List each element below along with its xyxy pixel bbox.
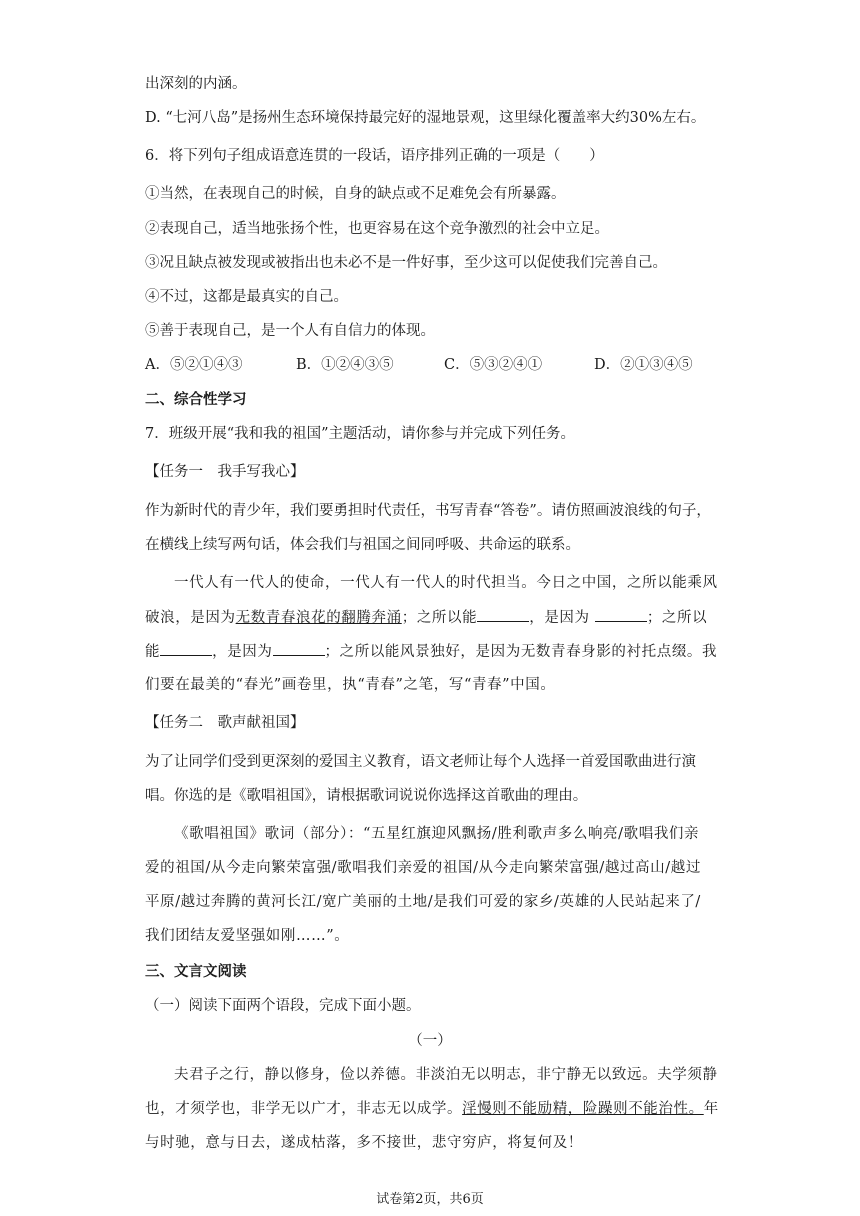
lyrics-line: 我们团结友爱坚强如刚……”。 [145,928,350,944]
passage-text: ；之所以能 [401,610,478,626]
passage-line: 们要在最美的“春光”画卷里，执“青春”之笔，写“青春”中国。 [145,677,556,693]
passage-line [145,641,717,662]
question-6: 6．将下列句子组成语意连贯的一段话，语序排列正确的一项是（ ） [145,148,604,164]
sentence-5: ⑤善于表现自己，是一个人有自信力的体现。 [145,323,435,339]
question-7: 7．班级开展“我和我的祖国”主题活动，请你参与并完成下列任务。 [145,426,576,442]
passage-text: ，是因为 [529,610,595,626]
underlined-sentence: 淫慢则不能励精，险躁则不能治性。 [462,1101,704,1117]
task-1-instruction: 作为新时代的青少年，我们要勇担时代责任，书写青春“答卷”。请仿照画波浪线的句子， [145,503,711,519]
wavy-underlined-sentence: 无数青春浪花的翻腾奔涌 [235,610,402,626]
classical-text: 年 [703,1101,719,1117]
lyrics-line: 爱的祖国/从今走向繁荣富强/歌唱我们亲爱的祖国/从今走向繁荣富强/越过高山/越过 [145,860,701,876]
passage-text: 破浪，是因为 [145,610,236,626]
answer-blank[interactable] [595,607,647,622]
task-1-heading: 【任务一 我手写我心】 [145,464,305,480]
task-2-instruction: 唱。你选的是《歌唱祖国》，请根据歌词说说你选择这首歌曲的理由。 [145,788,588,804]
section-3-heading: 三、文言文阅读 [145,963,247,980]
passage-text: ，是因为 [212,644,273,660]
classical-text-line: 夫君子之行，静以修身，俭以养德。非淡泊无以明志，非宁静无以致远。夫学须静 [174,1067,718,1083]
passage-line: 一代人有一代人的使命，一代人有一代人的时代担当。今日之中国，之所以能乘风 [174,575,718,591]
task-1-instruction: 在横线上续写两句话，体会我们与祖国之间同呼吸、共命运的联系。 [145,537,580,553]
classical-text: 也，才须学也，非学无以广才，非志无以成学。 [145,1101,463,1117]
task-2-instruction: 为了让同学们受到更深刻的爱国主义教育，语文老师让每个人选择一首爱国歌曲进行演 [145,754,696,770]
sentence-4: ④不过，这都是最真实的自己。 [145,289,348,305]
option-d: D．②①③④⑤ [594,357,693,373]
lyrics-line: 《歌唱祖国》歌词（部分）：“五星红旗迎风飘扬/胜利歌声多么响亮/歌唱我们亲 [174,826,700,842]
answer-blank[interactable] [477,607,529,622]
classical-text-line: 与时驰，意与日去，遂成枯落，多不接世，悲守穷庐，将复何及！ [145,1135,583,1151]
subsection-1: （一）阅读下面两个语段，完成下面小题。 [145,998,421,1014]
answer-blank[interactable] [160,641,212,656]
answer-blank[interactable] [273,641,325,656]
option-b: B．①②④③⑤ [296,357,394,373]
section-2-heading: 二、综合性学习 [145,391,247,408]
text-line: 出深刻的内涵。 [145,76,247,92]
passage-text: ；之所以能风景独好，是因为无数青春身影的衬托点缀。我 [324,644,718,660]
option-c: C．⑤③②④① [444,357,543,373]
classical-text-line [145,1099,719,1119]
option-d-q5: D. “七河八岛”是扬州生态环境保持最完好的湿地景观，这里绿化覆盖率大约30%左右。 [145,110,706,126]
sentence-3: ③况且缺点被发现或被指出也未必不是一件好事，至少这可以促使我们完善自己。 [145,255,667,271]
sentence-1: ①当然，在表现自己的时候，自身的缺点或不足难免会有所暴露。 [145,186,566,202]
passage-text: ；之所以 [646,610,708,626]
passage-text: 能 [145,644,161,660]
option-a: A．⑤②①④③ [145,357,243,373]
page-footer: 试卷第2页，共6页 [376,1192,484,1207]
sentence-2: ②表现自己，适当地张扬个性，也更容易在这个竞争激烈的社会中立足。 [145,221,609,237]
passage-heading: （一） [408,1033,452,1049]
lyrics-line: 平原/越过奔腾的黄河长江/宽广美丽的土地/是我们可爱的家乡/英雄的人民站起来了/ [145,894,701,910]
passage-line [145,607,707,628]
task-2-heading: 【任务二 歌声献祖国】 [145,715,305,731]
